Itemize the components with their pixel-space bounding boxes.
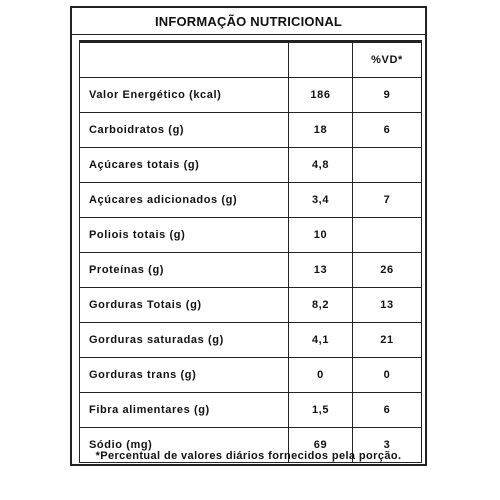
table-row bbox=[80, 113, 422, 148]
nutrient-amount: 4,1 bbox=[289, 323, 353, 358]
nutrient-amount: 0 bbox=[289, 358, 353, 393]
table-row bbox=[80, 393, 422, 428]
nutrient-name: Sódio (mg) bbox=[80, 428, 289, 463]
nutrient-vd bbox=[353, 218, 422, 253]
nutrient-vd: 21 bbox=[353, 323, 422, 358]
nutrient-name: Gorduras Totais (g) bbox=[80, 288, 289, 323]
nutrient-amount: 1,5 bbox=[289, 393, 353, 428]
nutrient-name: Poliois totais (g) bbox=[80, 218, 289, 253]
nutrient-amount: 3,4 bbox=[289, 183, 353, 218]
nutrient-name: Carboidratos (g) bbox=[80, 113, 289, 148]
nutrient-vd: 13 bbox=[353, 288, 422, 323]
table-row bbox=[80, 218, 422, 253]
nutrient-vd: 6 bbox=[353, 113, 422, 148]
table-row bbox=[80, 183, 422, 218]
table-row bbox=[80, 148, 422, 183]
nutrient-name: Proteínas (g) bbox=[80, 253, 289, 288]
table-row bbox=[80, 288, 422, 323]
header-nutrient bbox=[80, 42, 289, 78]
nutrient-amount: 69 bbox=[289, 428, 353, 463]
nutrient-vd bbox=[353, 148, 422, 183]
nutrient-amount: 4,8 bbox=[289, 148, 353, 183]
table-row bbox=[80, 358, 422, 393]
nutrient-vd: 9 bbox=[353, 78, 422, 113]
header-amount bbox=[289, 42, 353, 78]
nutrient-vd: 0 bbox=[353, 358, 422, 393]
nutrient-amount: 13 bbox=[289, 253, 353, 288]
nutrient-name: Gorduras saturadas (g) bbox=[80, 323, 289, 358]
nutrient-vd: 7 bbox=[353, 183, 422, 218]
nutrition-facts-panel bbox=[70, 6, 427, 466]
table-row bbox=[80, 253, 422, 288]
nutrient-name: Fibra alimentares (g) bbox=[80, 393, 289, 428]
nutrient-amount: 186 bbox=[289, 78, 353, 113]
nutrient-vd: 3 bbox=[353, 428, 422, 463]
table-header-row bbox=[80, 42, 422, 78]
table-row bbox=[80, 78, 422, 113]
nutrient-vd: 6 bbox=[353, 393, 422, 428]
nutrient-name: Açúcares totais (g) bbox=[80, 148, 289, 183]
table-row bbox=[80, 323, 422, 358]
nutrient-amount: 10 bbox=[289, 218, 353, 253]
nutrient-amount: 18 bbox=[289, 113, 353, 148]
nutrition-table bbox=[79, 40, 422, 463]
nutrient-vd: 26 bbox=[353, 253, 422, 288]
footnote: *Percentual de valores diários fornecidos pela porção. bbox=[95, 450, 402, 462]
nutrient-amount: 8,2 bbox=[289, 288, 353, 323]
nutrition-title: INFORMAÇÃO NUTRICIONAL bbox=[72, 8, 425, 35]
nutrient-name: Valor Energético (kcal) bbox=[80, 78, 289, 113]
nutrient-name: Açúcares adicionados (g) bbox=[80, 183, 289, 218]
nutrient-name: Gorduras trans (g) bbox=[80, 358, 289, 393]
header-vd: %VD* bbox=[353, 42, 422, 78]
